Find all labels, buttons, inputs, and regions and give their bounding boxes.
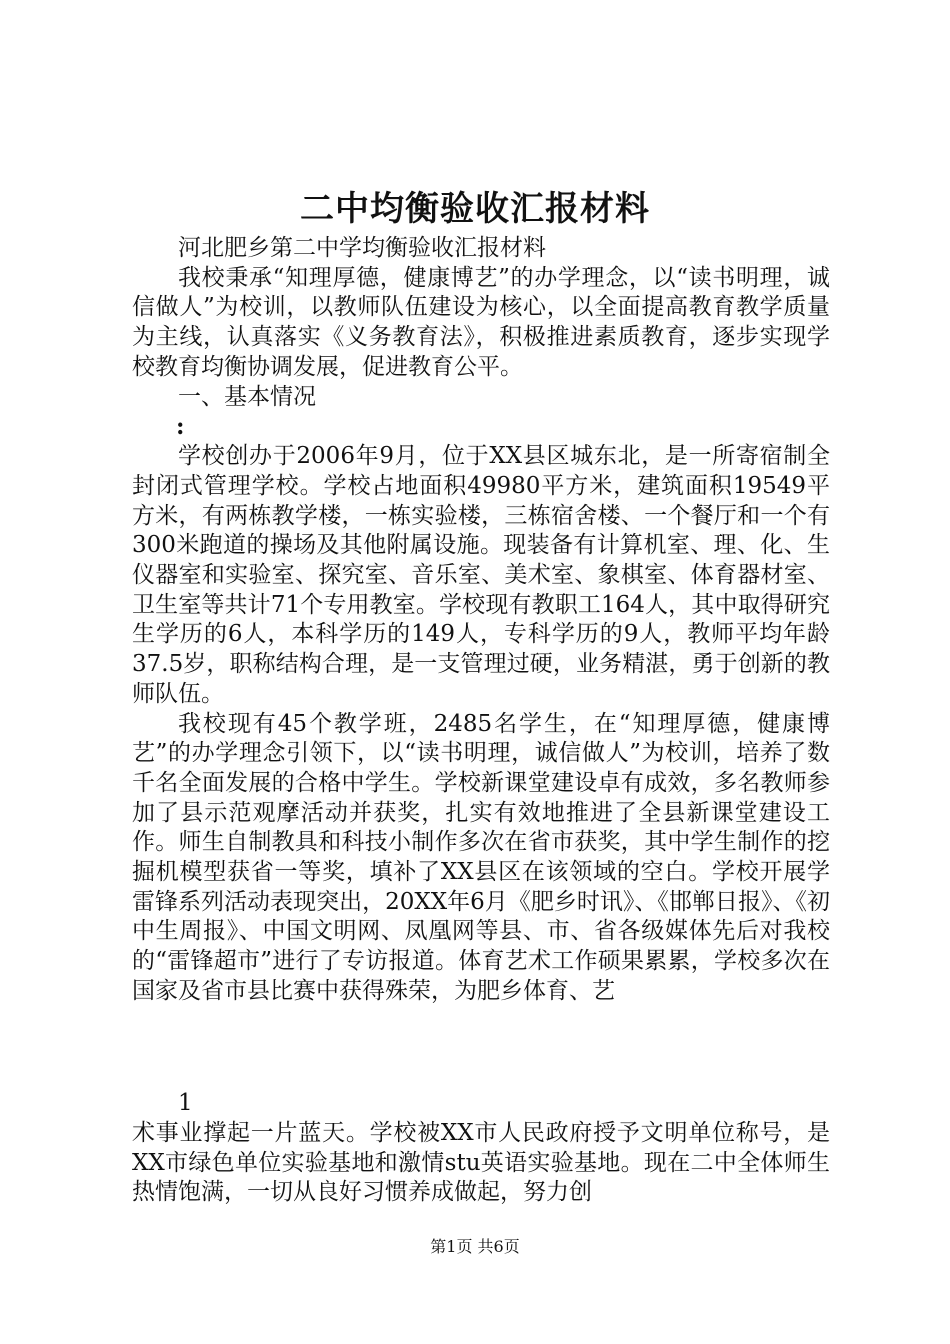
inline-page-number: 1 <box>178 1090 193 1116</box>
section-heading: 一、基本情况 <box>178 383 316 410</box>
document-body <box>132 234 830 1007</box>
colon-mark: : <box>176 413 185 441</box>
page-footer: 第1页 共6页 <box>430 1237 520 1256</box>
document-subtitle: 河北肥乡第二中学均衡验收汇报材料 <box>178 235 546 261</box>
continued-paragraph: 术事业撑起一片蓝天。学校被XX市人民政府授予文明单位称号，是XX市绿色单位实验基地和激情stu英语实验基地。现在二中全体师生热情饱满，一切从良好习惯养成做起，努力创 <box>132 1120 830 1206</box>
basic-info-paragraph: 学校创办于2006年9月，位于XX县区城东北，是一所寄宿制全封闭式管理学校。学校占地面积49980平方米，建筑面积19549平方米，有两栋教学楼，一栋实验楼，三栋宿舍楼、一个餐厅和一个有300米跑道的操场及其他附属设施。现装备有计算机室、理、化、生仪器室和实验室、探究室、音乐室、美术室、象棋室、体育器材室、卫生室等共计71个专用教室。学校现有教职工164人，其中取得研究生学历的6人，本科学历的149人，专科学历的9人，教师平均年龄37.5岁，职称结构合理，是一支管理过硬，业务精湛，勇于创新的教师队伍。 <box>132 443 830 707</box>
document-body-continued <box>132 1089 830 1208</box>
intro-paragraph: 我校秉承“知理厚德，健康博艺”的办学理念，以“读书明理，诚信做人”为校训，以教师队伍建设为核心，以全面提高教育教学质量为主线，认真落实《义务教育法》，积极推进素质教育，逐步实现学校教育均衡协调发展，促进教育公平。 <box>132 264 830 380</box>
achievements-paragraph: 我校现有45个教学班，2485名学生，在“知理厚德，健康博艺”的办学理念引领下，以“读书明理，诚信做人”为校训，培养了数千名全面发展的合格中学生。学校新课堂建设卓有成效，多名教师参加了县示范观摩活动并获奖，扎实有效地推进了全县新课堂建设工作。师生自制教具和科技小制作多次在省市获奖，其中学生制作的挖掘机模型获省一等奖，填补了XX县区在该领域的空白。学校开展学雷锋系列活动表现突出，20XX年6月《肥乡时讯》、《邯郸日报》、《初中生周报》、中国文明网、凤凰网等县、市、省各级媒体先后对我校的“雷锋超市”进行了专访报道。体育艺术工作硕果累累，学校多次在国家及省市县比赛中获得殊荣，为肥乡体育、艺 <box>132 710 830 1004</box>
document-title: 二中均衡验收汇报材料 <box>300 189 650 229</box>
